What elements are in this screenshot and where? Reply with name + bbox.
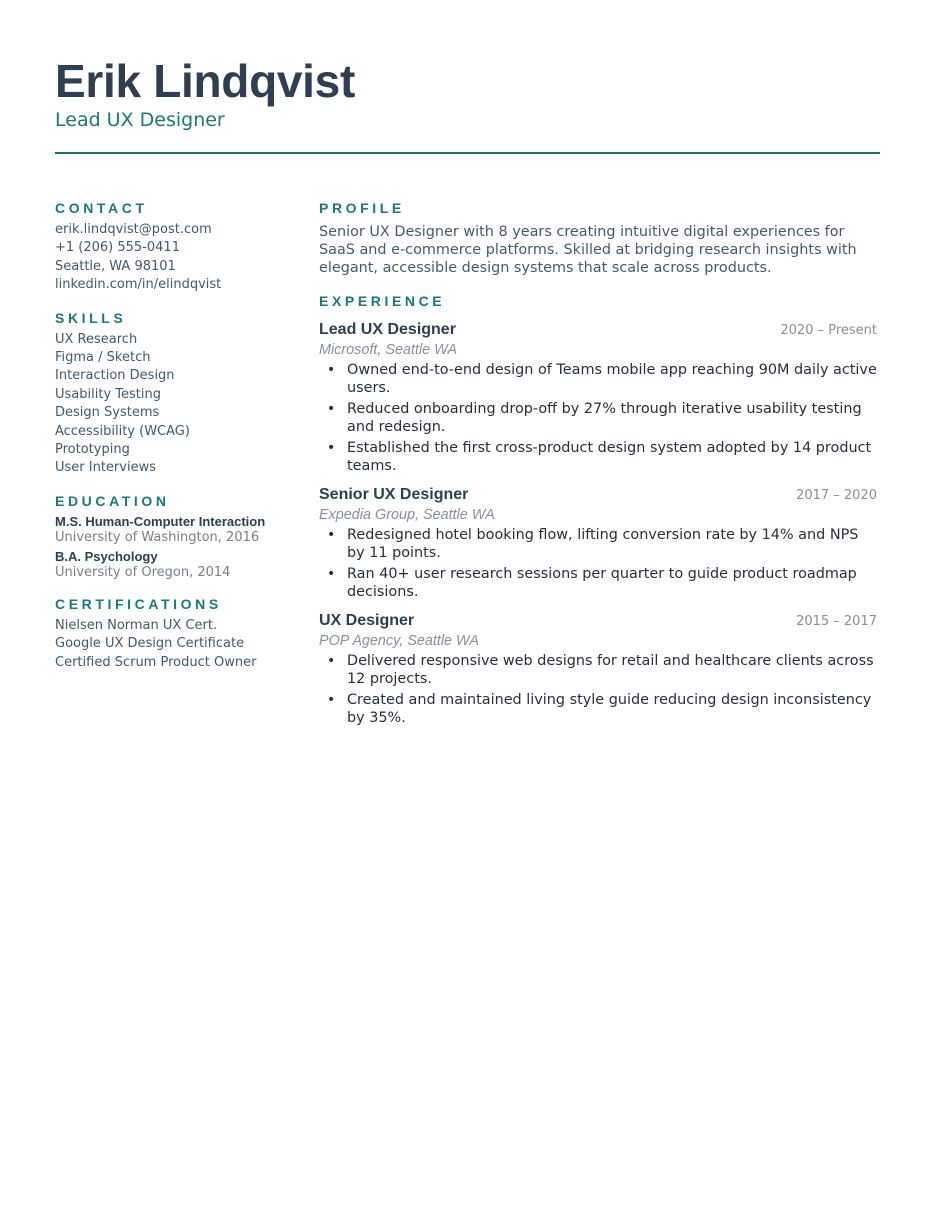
job-bullet-text: Reduced onboarding drop-off by 27% through iterative usability testing and redesign. <box>347 400 862 435</box>
job-entry <box>319 611 879 727</box>
certifications-heading: CERTIFICATIONS <box>55 595 222 612</box>
sidebar-column <box>55 199 295 686</box>
contact-location: Seattle, WA 98101 <box>55 258 176 274</box>
education-item <box>55 514 295 546</box>
contact-section <box>55 199 295 295</box>
job-dates: 2015 – 2017 <box>796 613 877 629</box>
candidate-role: Lead UX Designer <box>55 109 225 131</box>
certification-item: Nielsen Norman UX Cert. <box>55 617 218 633</box>
skill-item: Usability Testing <box>55 386 161 402</box>
job-bullet-text: Established the first cross-product design system adopted by 14 product teams. <box>347 439 872 474</box>
job-bullet: • Owned end-to-end design of Teams mobile app reaching 90M daily active users. <box>327 361 877 396</box>
skill-item: UX Research <box>55 331 138 347</box>
certifications-section <box>55 595 295 672</box>
education-school: University of Oregon, 2014 <box>55 564 231 580</box>
job-dates: 2017 – 2020 <box>796 487 877 503</box>
education-section <box>55 492 295 581</box>
job-bullet-text: Ran 40+ user research sessions per quarter to guide product roadmap decisions. <box>347 565 857 600</box>
education-item <box>55 549 295 581</box>
contact-email: erik.lindqvist@post.com <box>55 222 212 237</box>
job-bullet: • Created and maintained living style guide reducing design inconsistency by 35%. <box>327 691 872 726</box>
education-degree: M.S. Human-Computer Interaction <box>55 513 266 529</box>
job-bullet-text: Created and maintained living style guide reducing design inconsistency by 35%. <box>347 691 872 726</box>
job-entry <box>319 485 879 601</box>
skills-section <box>55 309 295 478</box>
skill-item: Accessibility (WCAG) <box>55 423 190 439</box>
job-title: Senior UX Designer <box>319 485 469 503</box>
resume-header <box>55 54 880 132</box>
skill-item: Prototyping <box>55 442 130 458</box>
job-bullet-text: Owned end-to-end design of Teams mobile app reaching 90M daily active users. <box>347 361 877 396</box>
skill-item: Design Systems <box>55 405 160 421</box>
certification-item: Certified Scrum Product Owner <box>55 654 257 670</box>
job-company: POP Agency, Seattle WA <box>319 632 479 649</box>
main-column <box>319 199 879 730</box>
skill-item: Figma / Sketch <box>55 350 151 366</box>
header-divider <box>55 152 880 154</box>
job-bullet: • Delivered responsive web designs for retail and healthcare clients across 12 projects. <box>327 652 874 687</box>
contact-linkedin: linkedin.com/in/elindqvist <box>55 277 222 293</box>
job-company: Microsoft, Seattle WA <box>319 341 458 358</box>
education-school: University of Washington, 2016 <box>55 529 260 545</box>
certification-item: Google UX Design Certificate <box>55 636 245 652</box>
candidate-name: Erik Lindqvist <box>55 55 355 107</box>
skill-item: User Interviews <box>55 460 156 476</box>
experience-heading: EXPERIENCE <box>319 292 446 309</box>
job-bullet-text: Redesigned hotel booking flow, lifting conversion rate by 14% and NPS by 11 points. <box>347 526 859 561</box>
job-title: Lead UX Designer <box>319 320 456 338</box>
education-degree: B.A. Psychology <box>55 548 158 564</box>
job-bullet: • Reduced onboarding drop-off by 27% through iterative usability testing and redesign. <box>327 400 862 435</box>
job-title: UX Designer <box>319 611 415 629</box>
profile-heading: PROFILE <box>319 200 405 216</box>
job-bullet-text: Delivered responsive web designs for retail and healthcare clients across 12 projects. <box>347 652 874 687</box>
job-bullet: • Established the first cross-product design system adopted by 14 product teams. <box>327 439 872 474</box>
education-heading: EDUCATION <box>55 492 170 509</box>
job-bullet: • Ran 40+ user research sessions per quarter to guide product roadmap decisions. <box>327 565 857 600</box>
profile-summary: Senior UX Designer with 8 years creating intuitive digital experiences for SaaS and e-commerce platforms. Skilled at bridging research insights with elegant, accessible design systems that scale across products. <box>319 224 857 277</box>
skills-heading: SKILLS <box>55 309 127 326</box>
skill-item: Interaction Design <box>55 368 175 384</box>
job-company: Expedia Group, Seattle WA <box>319 506 495 523</box>
contact-heading: CONTACT <box>55 200 148 216</box>
contact-phone: +1 (206) 555-0411 <box>55 240 180 256</box>
job-entry <box>319 320 879 475</box>
job-dates: 2020 – Present <box>780 322 877 338</box>
job-bullet: • Redesigned hotel booking flow, lifting conversion rate by 14% and NPS by 11 points. <box>327 526 859 561</box>
